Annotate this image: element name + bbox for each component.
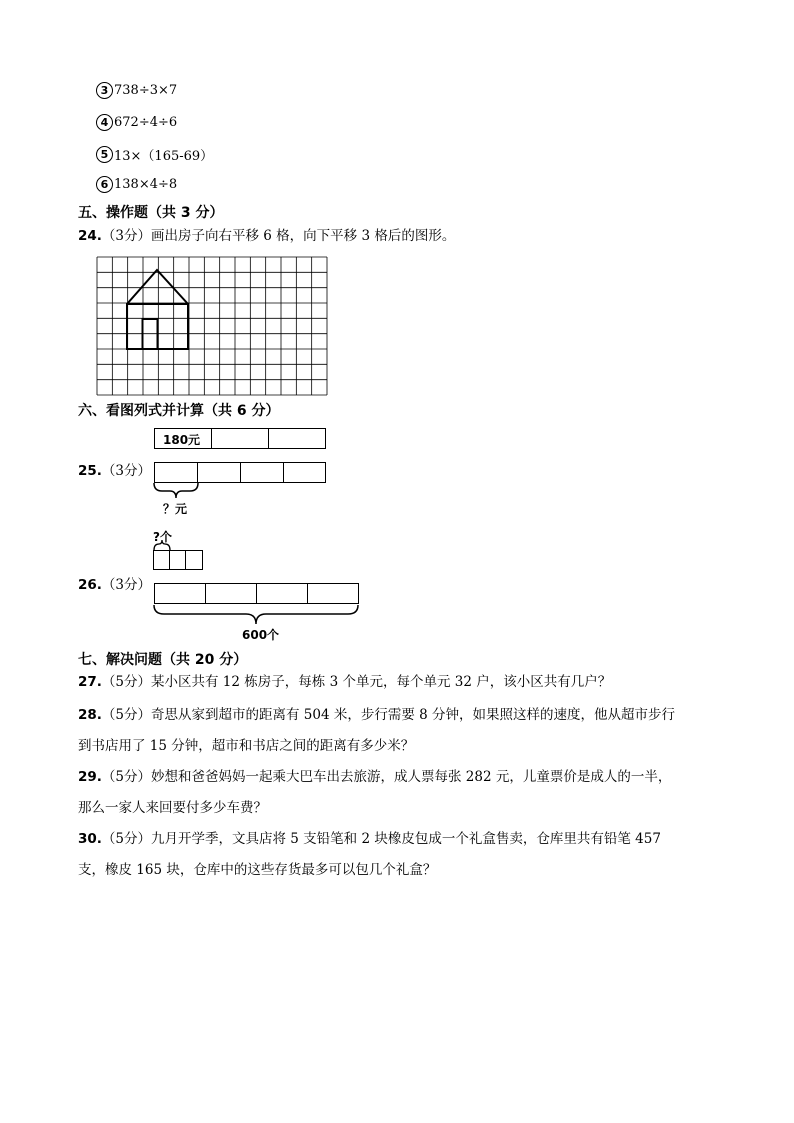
bar-divider — [268, 429, 269, 448]
bar-divider — [169, 551, 170, 569]
question-score: （5分） — [101, 831, 152, 847]
question-score: （3分） — [101, 577, 152, 593]
bar-divider — [256, 584, 257, 603]
q25-bottom-bar — [154, 462, 326, 483]
section-title-7: 七、解决问题（共 20 分） — [78, 652, 248, 668]
expression-text: 138×4÷8 — [114, 177, 178, 192]
circled-number: 3 — [96, 82, 113, 99]
bar-divider — [307, 584, 308, 603]
question-text-line2: 那么一家人来回要付多少车费？ — [78, 800, 267, 816]
circled-number: 6 — [96, 176, 113, 193]
bar-divider — [283, 463, 284, 482]
expression-4 — [96, 114, 177, 131]
circled-number: 5 — [96, 146, 113, 163]
question-text-line1: 奇思从家到超市的距离有 504 米，步行需要 8 分钟，如果照这样的速度，他从超市步行 — [151, 707, 676, 723]
section-title-6: 六、看图列式并计算（共 6 分） — [78, 403, 280, 419]
question-text: 画出房子向右平移 6 格，向下平移 3 格后的图形。 — [151, 228, 456, 244]
question-29 — [78, 762, 671, 824]
question-score: （3分） — [101, 228, 152, 244]
q25-bottom-label: ？元 — [163, 502, 188, 516]
question-number: 26. — [78, 577, 102, 593]
question-30 — [78, 824, 661, 886]
expression-5 — [96, 145, 213, 164]
question-number: 25. — [78, 463, 102, 479]
question-number: 30. — [78, 831, 102, 847]
question-26 — [78, 570, 151, 601]
q25-top-label: 180元 — [163, 433, 201, 447]
bar-divider — [240, 463, 241, 482]
expression-text: 738÷3×7 — [114, 83, 178, 98]
question-score: （5分） — [101, 674, 152, 690]
question-text-line1: 妙想和爸爸妈妈一起乘大巴车出去旅游，成人票每张 282 元，儿童票价是成人的一半， — [151, 769, 672, 785]
bar-divider — [185, 551, 186, 569]
question-score: （5分） — [101, 707, 152, 723]
q26-bottom-bar — [154, 583, 359, 604]
circled-number: 4 — [96, 114, 113, 131]
question-number: 27. — [78, 674, 102, 690]
question-28 — [78, 700, 675, 762]
question-text-line2: 到书店用了 15 分钟，超市和书店之间的距离有多少米？ — [78, 738, 415, 754]
section-title-5: 五、操作题（共 3 分） — [78, 205, 224, 221]
question-number: 29. — [78, 769, 102, 785]
q26-bottom-label: 600个 — [242, 628, 280, 642]
question-text-line2: 支，橡皮 165 块，仓库中的这些存货最多可以包几个礼盒？ — [78, 862, 437, 878]
house-icon — [127, 270, 188, 349]
question-text-line1: 九月开学季，文具店将 5 支铅笔和 2 块橡皮包成一个礼盒售卖，仓库里共有铅笔 457 — [151, 831, 661, 847]
q26-small-bar — [153, 550, 203, 570]
question-25 — [78, 456, 151, 487]
question-24 — [78, 221, 455, 252]
question-number: 24. — [78, 228, 102, 244]
question-27 — [78, 667, 611, 698]
grid-figure — [96, 256, 328, 396]
expression-6 — [96, 176, 177, 193]
bar-divider — [197, 463, 198, 482]
q25-top-bar — [154, 428, 326, 449]
q26-brace — [150, 603, 364, 627]
question-score: （3分） — [101, 463, 152, 479]
expression-text: 672÷4÷6 — [114, 115, 178, 130]
q26-top-label: ?个 — [153, 530, 172, 544]
bar-divider — [211, 429, 212, 448]
expression-3 — [96, 82, 177, 99]
q25-brace — [150, 481, 202, 501]
expression-text: 13×（165-69） — [114, 149, 214, 164]
house-roof — [127, 270, 188, 304]
question-number: 28. — [78, 707, 102, 723]
question-score: （5分） — [101, 769, 152, 785]
question-text: 某小区共有 12 栋房子，每栋 3 个单元，每个单元 32 户，该小区共有几户？ — [151, 674, 612, 690]
bar-divider — [205, 584, 206, 603]
